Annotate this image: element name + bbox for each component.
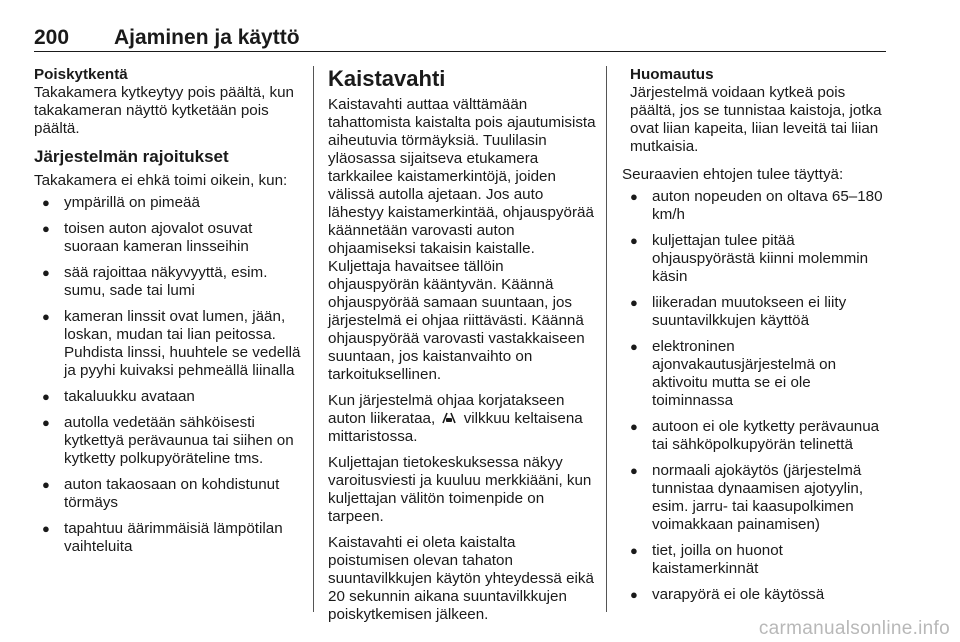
list-item: ● normaali ajokäytös (järjestelmä tunnistaa dynaamisen ajotyylin, esim. jarru- tai kaasupolkimen voimakkaan painamisen) (622, 462, 888, 534)
list-item: ● liikeradan muutokseen ei liity suuntavilkkujen käyttöä (622, 294, 888, 330)
list-item: ● varapyörä ei ole käytössä (622, 586, 888, 604)
column-divider (606, 66, 607, 612)
list-item: ● autoon ei ole kytketty perävaunua tai sähköpolkupyörän telinettä (622, 418, 888, 454)
column-left (34, 66, 302, 564)
note-box (622, 66, 888, 156)
watermark: carmanualsonline.info (758, 618, 950, 639)
list-item: ● auton nopeuden on oltava 65–180 km/h (622, 188, 888, 224)
paragraph: Kaistavahti ei oleta kaistalta poistumisen olevan tahaton suuntavilkkujen käytön yhteydessä eikä 20 sekunnin aikana suuntavilkkujen poiskytkemisen jälkeen. (328, 534, 594, 623)
list-item: ● kuljettajan tulee pitää ohjauspyörästä kiinni molemmin käsin (622, 232, 888, 286)
list-item: ● autolla vedetään sähköisesti kytkettyä perävaunua tai siihen on kytketty polkupyöräteline tms. (34, 414, 302, 468)
paragraph-text: Kun järjestelmä ohjaa korjatakseen auton liikerataa, (328, 392, 565, 427)
paragraph: Kuljettajan tietokeskuksessa näkyy varoitusviesti ja kuuluu merkkiääni, kun kuljettajan välitön toimenpide on tarpeen. (328, 454, 592, 525)
note-text: Järjestelmä voidaan kytkeä pois päältä, jos se tunnistaa kaistoja, jotka ovat liian kapeita, liian leveitä tai liian mutkaisia. (630, 84, 882, 155)
list-item: ● tiet, joilla on huonot kaistamerkinnät (622, 542, 888, 578)
lane-keep-assist-icon (441, 412, 457, 424)
column-middle (328, 66, 596, 632)
note-heading: Huomautus (630, 66, 714, 83)
list-item: ● kameran linssit ovat lumen, jään, loskan, mudan tai lian peitossa. Puhdista linssi, huuhtele se vedellä ja pyyhi kuivaksi pehmeällä liinalla (34, 308, 302, 380)
list-item: ● tapahtuu äärimmäisiä lämpötilan vaihteluita (34, 520, 302, 556)
section-title: Kaistavahti (328, 66, 446, 91)
conditions-list (622, 188, 888, 604)
list-item: ● sää rajoittaa näkyvyyttä, esim. sumu, sade tai lumi (34, 264, 302, 300)
disable-text: Takakamera kytkeytyy pois päältä, kun takakameran näyttö kytketään pois päältä. (34, 84, 294, 137)
column-right (622, 66, 888, 612)
list-item: ● ympärillä on pimeää (34, 194, 302, 212)
list-item: ● takaluukku avataan (34, 388, 302, 406)
page-header (34, 24, 886, 52)
limits-intro: Takakamera ei ehkä toimi oikein, kun: (34, 172, 288, 189)
list-item: ● auton takaosaan on kohdistunut törmäys (34, 476, 302, 512)
list-item: ● toisen auton ajovalot osuvat suoraan kameran linsseihin (34, 220, 302, 256)
paragraph: Kaistavahti auttaa välttämään tahattomista kaistalta pois ajautumisista aiheutuvia törmäyksiä. Tuulilasin yläosassa sijaitseva etukamera tarkkailee kaistamerkintöjä, joiden välissä autolla ajetaan. Jos auto lähestyy kaistamerkintää, ohjauspyörää käännetään varovasti auton ohjaamiseksi takaisin kaistalle. Kuljettaja havaitsee tällöin ohjauspyörän kääntyvän. Käännä ohjauspyörää samaan suuntaan, jos järjestelmä ei ohjaa riittävästi. Käännä ohjauspyörää varovasti vastakkaiseen suuntaan, jos kaistanvaihto on tarkoituksellinen. (328, 96, 596, 383)
chapter-title: Ajaminen ja käyttö (114, 26, 300, 49)
paragraph-with-icon (328, 392, 596, 446)
limits-heading: Järjestelmän rajoitukset (34, 147, 229, 166)
disable-heading: Poiskytkentä (34, 66, 128, 83)
conditions-intro: Seuraavien ehtojen tulee täyttyä: (622, 166, 844, 183)
page-number: 200 (34, 26, 70, 49)
column-divider (313, 66, 314, 612)
paragraph-text: vilkkuu keltaisena mittaristossa. (328, 410, 583, 445)
limits-list (34, 194, 302, 556)
list-item: ● elektroninen ajonvakautusjärjestelmä on aktivoitu mutta se ei ole toiminnassa (622, 338, 888, 410)
